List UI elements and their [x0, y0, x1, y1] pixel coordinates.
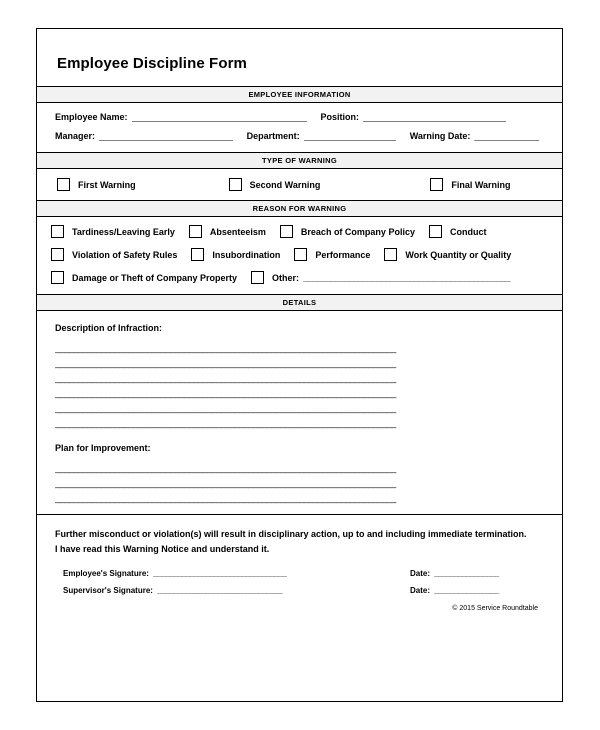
- details-block: [37, 311, 562, 514]
- statement-line-2: I have read this Warning Notice and understand it.: [55, 544, 270, 554]
- plan-line[interactable]: __________________________________________________________________________: [55, 493, 396, 503]
- checkbox-icon[interactable]: [191, 248, 204, 261]
- supervisor-signature-input[interactable]: _______________________________: [156, 586, 283, 595]
- warning-option-final[interactable]: [340, 178, 542, 191]
- reason-for-warning-block: [37, 217, 562, 294]
- manager-row: [55, 131, 544, 141]
- supervisor-signature-label: Supervisor's Signature:: [63, 586, 153, 595]
- supervisor-signature-row: [55, 586, 544, 595]
- employee-information-block: [37, 103, 562, 152]
- warning-option-second[interactable]: [169, 178, 341, 191]
- checkbox-icon[interactable]: [51, 225, 64, 238]
- reason-option-label: Absenteeism: [209, 226, 266, 237]
- employee-name-input[interactable]: ______________________________________: [131, 112, 307, 122]
- plan-for-improvement-label: Plan for Improvement:: [55, 443, 151, 453]
- checkbox-icon[interactable]: [57, 178, 70, 191]
- employee-date-label: Date:: [409, 569, 430, 578]
- checkbox-icon[interactable]: [294, 248, 307, 261]
- position-input[interactable]: _______________________________: [363, 112, 506, 122]
- checkbox-icon[interactable]: [51, 271, 64, 284]
- checkbox-icon[interactable]: [51, 248, 64, 261]
- reason-option-damage-or-theft[interactable]: [51, 271, 237, 284]
- reason-option-insubordination[interactable]: [191, 248, 280, 261]
- reason-option-other[interactable]: [251, 271, 548, 284]
- section-header-type-of-warning: TYPE OF WARNING: [37, 152, 562, 169]
- reason-option-label: Violation of Safety Rules: [72, 249, 178, 260]
- supervisor-date-input[interactable]: ________________: [434, 586, 499, 595]
- section-header-reason-for-warning: REASON FOR WARNING: [37, 200, 562, 217]
- description-line[interactable]: __________________________________________________________________________: [55, 388, 396, 398]
- reason-row-1: [51, 225, 548, 238]
- description-line[interactable]: __________________________________________________________________________: [55, 373, 396, 383]
- acknowledgement-statement: [55, 527, 544, 557]
- reason-option-label: Breach of Company Policy: [300, 226, 415, 237]
- department-input[interactable]: ____________________: [303, 131, 396, 141]
- checkbox-icon[interactable]: [251, 271, 264, 284]
- plan-line[interactable]: __________________________________________________________________________: [55, 463, 396, 473]
- statement-line-1: Further misconduct or violation(s) will result in disciplinary action, up to and including immediate termination.: [55, 529, 527, 539]
- checkbox-icon[interactable]: [280, 225, 293, 238]
- warning-option-label: First Warning: [78, 179, 136, 190]
- description-of-infraction-label: Description of Infraction:: [55, 323, 163, 333]
- details-spacer: [55, 431, 544, 443]
- reason-option-label: Work Quantity or Quality: [405, 249, 512, 260]
- reason-other-label: Other:: [272, 272, 300, 283]
- supervisor-date-label: Date:: [409, 586, 430, 595]
- manager-label: Manager:: [55, 131, 96, 141]
- warning-date-input[interactable]: ______________: [474, 131, 539, 141]
- description-line[interactable]: __________________________________________________________________________: [55, 343, 396, 353]
- copyright-notice: © 2015 Service Roundtable: [452, 605, 538, 612]
- warning-option-first[interactable]: [57, 178, 169, 191]
- reason-option-work-quantity-or-quality[interactable]: [384, 248, 511, 261]
- description-line[interactable]: __________________________________________________________________________: [55, 403, 396, 413]
- reason-option-label: Tardiness/Leaving Early: [72, 226, 175, 237]
- checkbox-icon[interactable]: [429, 225, 442, 238]
- description-line[interactable]: __________________________________________________________________________: [55, 418, 396, 428]
- checkbox-icon[interactable]: [430, 178, 443, 191]
- employee-signature-label: Employee's Signature:: [63, 569, 149, 578]
- warning-option-label: Final Warning: [451, 179, 511, 190]
- warning-option-label: Second Warning: [249, 179, 321, 190]
- footer-block: [37, 514, 562, 618]
- employee-name-row: [55, 112, 544, 122]
- reason-option-conduct[interactable]: [429, 225, 487, 238]
- checkbox-icon[interactable]: [189, 225, 202, 238]
- department-label: Department:: [246, 131, 300, 141]
- reason-option-tardiness[interactable]: [51, 225, 175, 238]
- reason-row-3: [51, 271, 548, 284]
- type-of-warning-options: [37, 169, 562, 200]
- employee-signature-row: [55, 569, 544, 578]
- reason-option-breach-of-company-policy[interactable]: [280, 225, 415, 238]
- reason-option-label: Damage or Theft of Company Property: [72, 272, 238, 283]
- section-header-employee-information: EMPLOYEE INFORMATION: [37, 86, 562, 103]
- position-label: Position:: [320, 112, 360, 122]
- section-header-details: DETAILS: [37, 294, 562, 311]
- reason-option-label: Conduct: [449, 226, 487, 237]
- description-line[interactable]: __________________________________________________________________________: [55, 358, 396, 368]
- warning-date-label: Warning Date:: [409, 131, 471, 141]
- reason-other-input[interactable]: _____________________________________________: [303, 272, 511, 283]
- form-page: [36, 28, 563, 702]
- reason-option-absenteeism[interactable]: [189, 225, 266, 238]
- checkbox-icon[interactable]: [384, 248, 397, 261]
- plan-line[interactable]: __________________________________________________________________________: [55, 478, 396, 488]
- employee-signature-input[interactable]: _________________________________: [152, 569, 287, 578]
- reason-option-label: Insubordination: [212, 249, 281, 260]
- page-title: Employee Discipline Form: [57, 55, 247, 72]
- employee-name-label: Employee Name:: [55, 112, 128, 122]
- manager-input[interactable]: _____________________________: [99, 131, 233, 141]
- reason-option-violation-of-safety-rules[interactable]: [51, 248, 177, 261]
- checkbox-icon[interactable]: [229, 178, 242, 191]
- employee-date-input[interactable]: ________________: [434, 569, 499, 578]
- reason-row-2: [51, 248, 548, 261]
- reason-option-performance[interactable]: [294, 248, 370, 261]
- reason-option-label: Performance: [315, 249, 371, 260]
